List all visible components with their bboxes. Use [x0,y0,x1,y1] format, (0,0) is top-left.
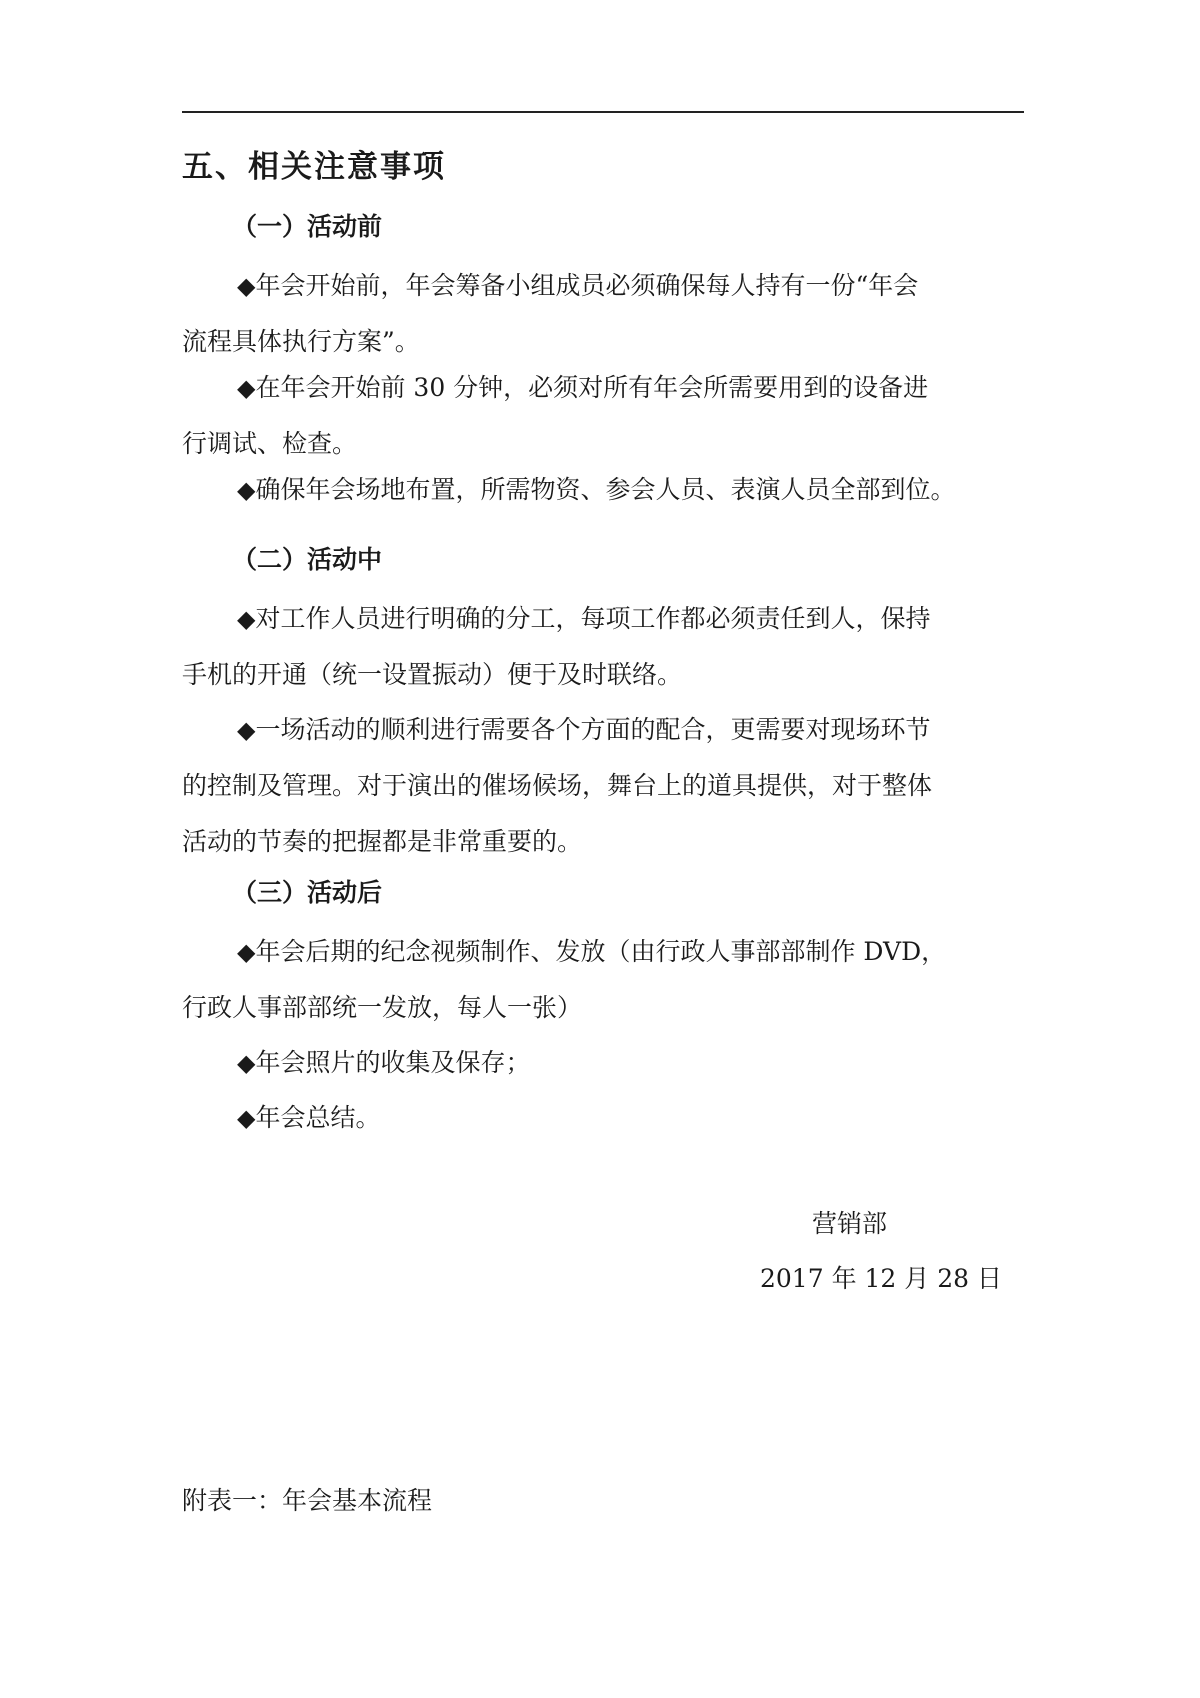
diamond-bullet-icon: ◆ [237,374,256,402]
heading-after: （三）活动后 [232,878,383,907]
before-item-1 [182,258,1024,370]
paragraph-line: 年会开始前，年会筹备小组成员必须确保每人持有一份“年会 [255,271,919,300]
diamond-bullet-icon: ◆ [237,605,256,633]
heading-during: （二）活动中 [232,545,383,574]
diamond-bullet-icon: ◆ [237,716,256,744]
signature-date: 2017 年 12 月 28 日 [760,1264,1002,1293]
paragraph-line: 的控制及管理。对于演出的催场候场，舞台上的道具提供，对于整体 [182,771,933,800]
before-item-3 [182,462,1024,518]
paragraph-line: 活动的节奏的把握都是非常重要的。 [182,827,583,856]
paragraph-line: 手机的开通（统一设置振动）便于及时联络。 [182,660,683,689]
diamond-bullet-icon: ◆ [237,1104,256,1132]
paragraph-line: 一场活动的顺利进行需要各个方面的配合，更需要对现场环节 [255,715,931,744]
diamond-bullet-icon: ◆ [237,476,256,504]
paragraph-line: 在年会开始前 30 分钟，必须对所有年会所需要用到的设备进 [255,373,929,402]
during-item-1 [182,591,1024,703]
appendix-label: 附表一：年会基本流程 [182,1486,433,1515]
before-item-2 [182,360,1024,472]
diamond-bullet-icon: ◆ [237,1049,256,1077]
paragraph-line: 年会照片的收集及保存； [255,1048,531,1077]
paragraph-line: 年会后期的纪念视频制作、发放（由行政人事部部制作 DVD， [255,937,947,966]
signature-department: 营销部 [812,1209,888,1238]
header-rule [182,111,1024,113]
paragraph-line: 确保年会场地布置，所需物资、参会人员、表演人员全部到位。 [255,475,956,504]
diamond-bullet-icon: ◆ [237,272,256,300]
section-title: 五、相关注意事项 [182,149,446,185]
heading-before: （一）活动前 [232,212,383,241]
diamond-bullet-icon: ◆ [237,938,256,966]
paragraph-line: 行政人事部部统一发放，每人一张） [182,993,583,1022]
paragraph-line: 行调试、检查。 [182,429,358,458]
paragraph-line: 流程具体执行方案”。 [182,327,420,356]
after-item-3 [182,1090,1024,1146]
paragraph-line: 对工作人员进行明确的分工，每项工作都必须责任到人，保持 [255,604,931,633]
after-item-2 [182,1035,1024,1091]
after-item-1 [182,924,1024,1036]
during-item-2 [182,702,1024,870]
paragraph-line: 年会总结。 [255,1103,381,1132]
